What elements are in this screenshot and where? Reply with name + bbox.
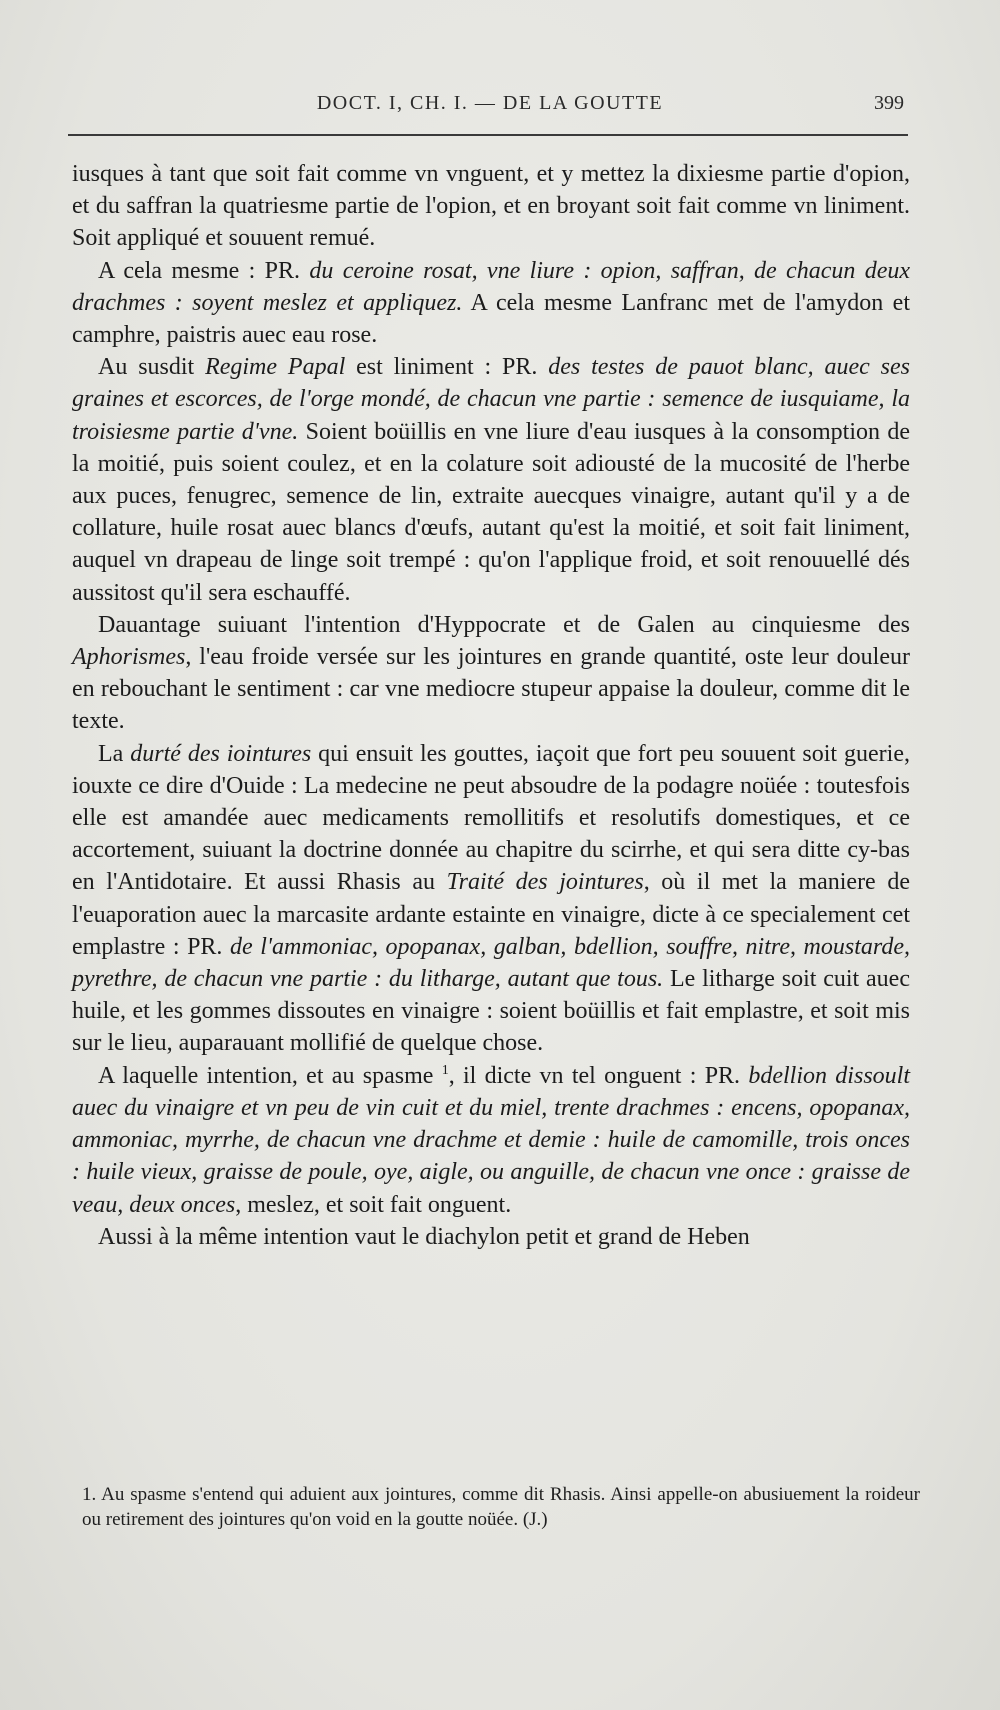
paragraph: [72, 738, 910, 1060]
text-run: Soient boüillis en vne liure d'eau iusques à la consomption de la moitié, puis soient coulez, et en la colature soit adiousté de la mucosité de l'herbe aux puces, fenugrec, semence de lin, extraite auecques vinaigre, autant qu'il y a de collature, huile rosat auec blancs d'œufs, autant qu'est la moitié, et soit fait liniment, auquel vn drapeau de linge soit trempé : qu'on l'applique froid, et soit renouuellé dés aussitost qu'il sera eschauffé.: [72, 418, 910, 606]
text-run: est liniment : PR.: [345, 354, 549, 381]
footnote-ref: 1: [441, 1062, 449, 1078]
text-run: iusques à tant que soit fait comme vn vnguent, et y mettez la dixiesme partie d'opion, et du saffran la quatriesme partie de l'opion, et en broyant soit fait comme vn liniment. Soit appliqué et souuent remué.: [72, 161, 910, 252]
paragraph: [72, 1060, 910, 1221]
body-text: [72, 158, 910, 1253]
text-run: , meslez, et soit fait onguent.: [235, 1191, 512, 1218]
footnote: 1. Au spasme s'entend qui aduient aux jointures, comme dit Rhasis. Ainsi appelle-on abusiuement la roideur ou retirement des jointures qu'on void en la goutte noüée. (J.): [82, 1484, 920, 1530]
running-header: [70, 92, 910, 122]
paragraph: [72, 609, 910, 738]
text-run: Au susdit: [98, 354, 206, 381]
text-run: Dauantage suiuant l'intention d'Hyppocrate et de Galen au cinquiesme des: [98, 611, 910, 638]
header-rule: [68, 134, 908, 136]
running-header-title: DOCT. I, CH. I. — DE LA GOUTTE: [316, 92, 664, 114]
text-run: Aussi à la même intention vaut le diachylon petit et grand de Heben: [98, 1223, 750, 1250]
paragraph: [72, 255, 910, 352]
italic-run: des testes de pauot blanc, auec ses graines et escorces, de l'orge mondé, de chacun vne partie : semence de iusquiame, la troisiesme partie d'vne.: [72, 354, 910, 445]
paragraph: [72, 1221, 910, 1253]
italic-run: bdellion dissoult auec du vinaigre et vn peu de vin cuit et du miel, trente drachmes : encens, opopanax, ammoniac, myrrhe, de chacun vne drachme et demie : huile de camomille, trois onces : huile vieux, graisse de poule, oye, aigle, ou anguille, de chacun vne once : graisse de veau, deux onces: [72, 1062, 910, 1218]
text-run: La: [98, 740, 131, 767]
text-run: , il dicte vn tel onguent : PR.: [448, 1062, 749, 1089]
italic-run: du ceroine rosat, vne liure : opion, saffran, de chacun deux drachmes : soyent meslez et appliquez.: [72, 257, 910, 316]
text-run: qui ensuit les gouttes, iaçoit que fort peu souuent soit guerie, iouxte ce dire d'Ouide : La medecine ne peut absoudre de la podagre noüée : toutesfois elle est amandée auec medicaments remollitifs et resolutifs domestiques, et ce accortement, suiuant la doctrine donnée au chapitre du scirrhe, et qui sera ditte cy-bas en l'Antidotaire. Et aussi Rhasis au: [72, 740, 910, 896]
italic-run: durté des iointures: [130, 740, 312, 767]
text-run: Le litharge soit cuit auec huile, et les gommes dissoutes en vinaigre : soient boüillis et fait emplastre, et soit mis sur le lieu, auparauant mollifié de quelque chose.: [72, 966, 910, 1057]
text-run: A cela mesme : PR.: [98, 257, 310, 284]
text-run: , où il met la maniere de l'euaporation auec la marcasite ardante estainte en vinaigre, dicte à ce specialement cet emplastre : PR.: [72, 869, 910, 960]
italic-run: Traité des jointures: [446, 869, 644, 896]
text-run: , l'eau froide versée sur les jointures en grande quantité, oste leur douleur en rebouchant le sentiment : car vne mediocre stupeur appaise la douleur, comme dit le texte.: [72, 644, 910, 735]
paragraph: [72, 158, 910, 255]
italic-run: Aphorismes: [72, 644, 186, 671]
paragraph: [72, 351, 910, 609]
italic-run: Regime Papal: [205, 354, 346, 381]
italic-run: de l'ammoniac, opopanax, galban, bdellion, souffre, nitre, moustarde, pyrethre, de chacun vne partie : du litharge, autant que tous.: [72, 933, 910, 993]
text-run: A laquelle intention, et au spasme: [98, 1062, 442, 1089]
page-number: 399: [874, 92, 904, 114]
text-run: A cela mesme Lanfranc met de l'amydon et camphre, paistris auec eau rose.: [72, 289, 910, 349]
